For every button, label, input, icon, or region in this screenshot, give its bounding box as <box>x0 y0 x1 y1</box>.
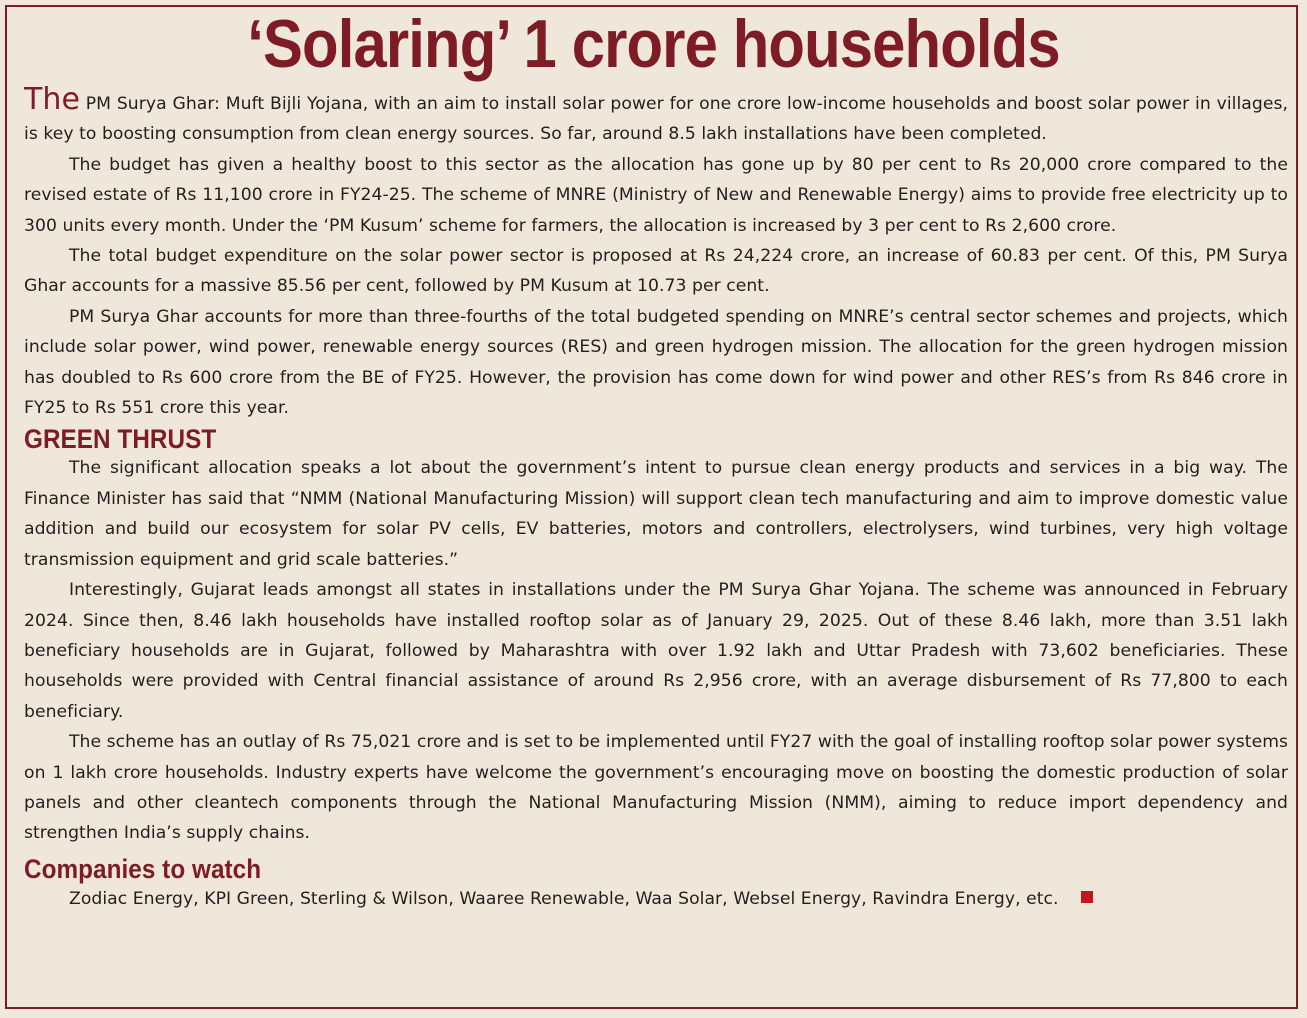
paragraph: The significant allocation speaks a lot about the government’s intent to pursue clean energy products and services in a big way. The Finance Minister has said that “NMM (National Manufacturing Mission) will support clean tech manufacturing and aim to improve domestic value addition and build our ecosystem for solar PV cells, EV batteries, motors and controllers, electrolysers, wind turbines, very high voltage transmission equipment and grid scale batteries.” <box>24 458 1288 570</box>
article-body <box>24 82 1288 914</box>
companies-list <box>24 884 1288 914</box>
section-heading-companies: Companies to watch <box>24 853 262 884</box>
paragraph: The total budget expenditure on the solar power sector is proposed at Rs 24,224 crore, an increase of 60.83 per cent. Of this, PM Surya Ghar accounts for a massive 85.56 per cent, followed by PM Kusum at 10.73 per cent. <box>24 246 1288 297</box>
article-title: ‘Solaring’ 1 crore households <box>247 6 1060 82</box>
end-mark-icon <box>1081 891 1093 903</box>
intro-text: PM Surya Ghar: Muft Bijli Yojana, with an aim to install solar power for one crore low-income households and boost solar power in villages, is key to boosting consumption from clean energy sources. So far, around 8.5 lakh installations have been completed. <box>24 94 1288 145</box>
paragraph: The scheme has an outlay of Rs 75,021 crore and is set to be implemented until FY27 with the goal of installing rooftop solar power systems on 1 lakh crore households. Industry experts have welcome the government’s encouraging move on boosting the domestic production of solar panels and other cleantech components through the National Manufacturing Mission (NMM), aiming to reduce import dependency and strengthen India’s supply chains. <box>24 732 1288 844</box>
paragraph: Interestingly, Gujarat leads amongst all states in installations under the PM Surya Ghar Yojana. The scheme was announced in February 2024. Since then, 8.46 lakh households have installed rooftop solar as of January 29, 2025. Out of these 8.46 lakh, more than 3.51 lakh beneficiary households are in Gujarat, followed by Maharashtra with over 1.92 lakh and Uttar Pradesh with 73,602 beneficiaries. These households were provided with Central financial assistance of around Rs 2,956 crore, with an average disbursement of Rs 77,800 to each beneficiary. <box>24 580 1288 722</box>
paragraph: PM Surya Ghar accounts for more than three-fourths of the total budgeted spending on MNRE’s central sector schemes and projects, which include solar power, wind power, renewable energy sources (RES) and green hydrogen mission. The allocation for the green hydrogen mission has doubled to Rs 600 crore from the BE of FY25. However, the provision has come down for wind power and other RES’s from Rs 846 crore in FY25 to Rs 551 crore this year. <box>24 306 1288 419</box>
drop-cap: The <box>24 82 80 117</box>
paragraph: The budget has given a healthy boost to this sector as the allocation has gone up by 80 per cent to Rs 20,000 crore compared to the revised estate of Rs 11,100 crore in FY24-25. The scheme of MNRE (Ministry of New and Renewable Energy) aims to provide free electricity up to 300 units every month. Under the ‘PM Kusum’ scheme for farmers, the allocation is increased by 3 per cent to Rs 2,600 crore. <box>24 154 1288 236</box>
intro-paragraph <box>24 82 1288 150</box>
companies-text: Zodiac Energy, KPI Green, Sterling & Wilson, Waaree Renewable, Waa Solar, Websel Energy, Ravindra Energy, etc. <box>69 888 1059 909</box>
section-heading-green-thrust: GREEN THRUST <box>24 424 217 455</box>
